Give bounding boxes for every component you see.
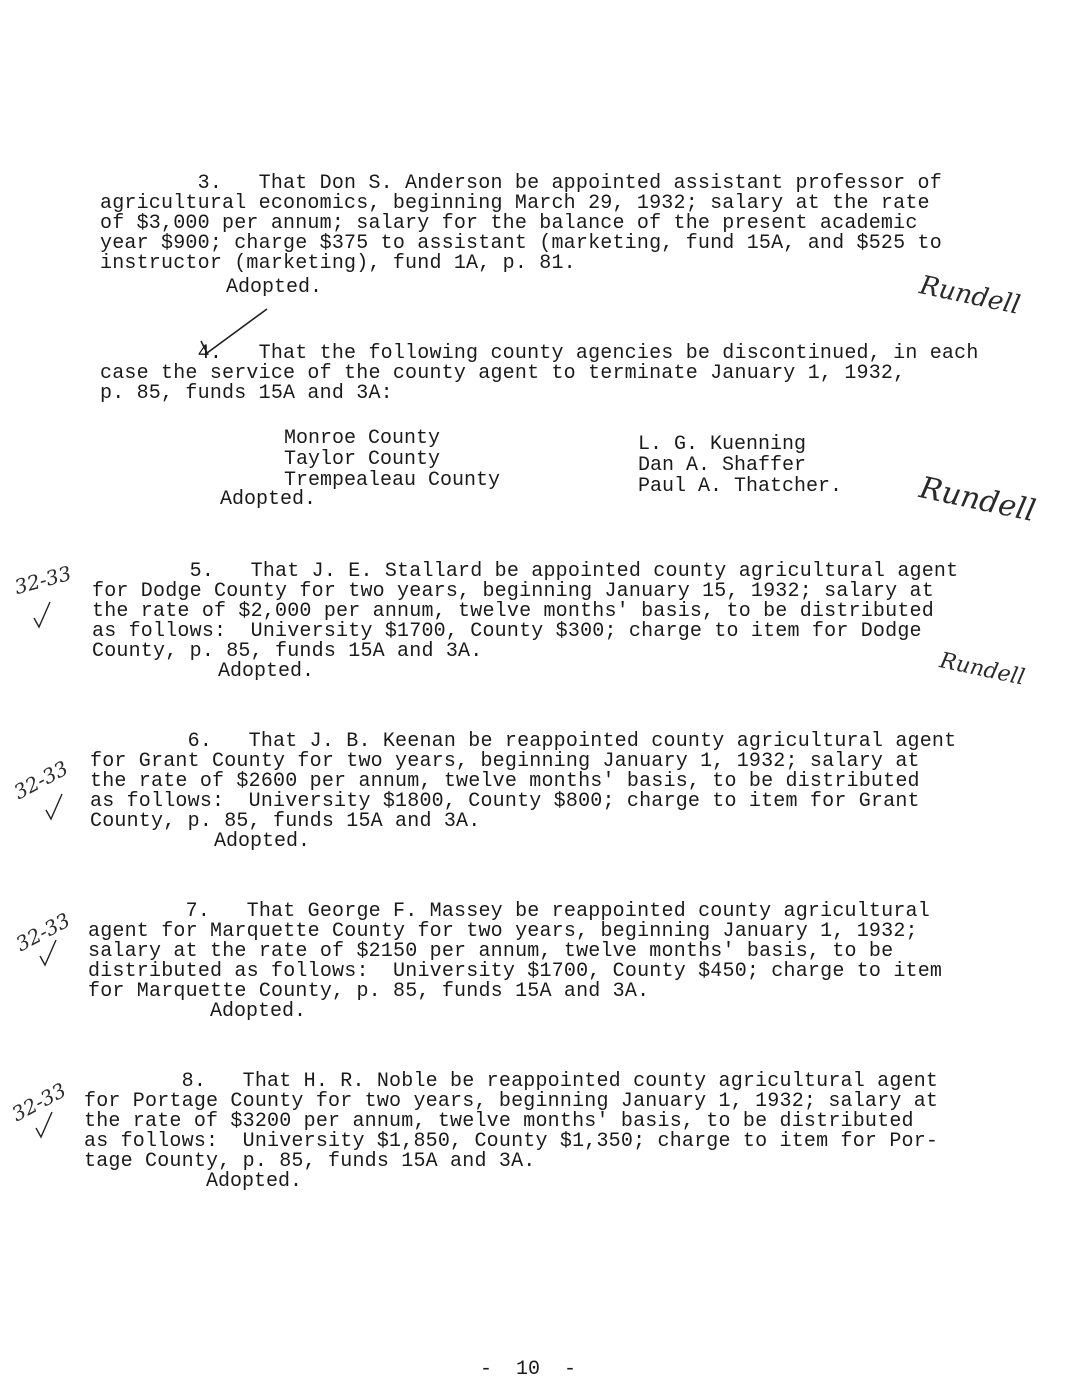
margin-check-icon xyxy=(44,792,64,822)
item-6-line-2: for Grant County for two years, beginning January 1, 1932; salary at xyxy=(90,750,920,773)
item-5-signature: Rundell xyxy=(937,648,1027,691)
agent-list xyxy=(638,434,842,497)
item-8-line-2: for Portage County for two years, beginning January 1, 1932; salary at xyxy=(84,1090,939,1113)
item-6-line-4: as follows: University $1800, County $800; charge to item for Grant xyxy=(90,790,920,813)
item-3-line-3: of $3,000 per annum; salary for the balance of the present academic xyxy=(100,212,918,235)
item-8-line-1: 8. That H. R. Noble be reappointed county agricultural agent xyxy=(84,1070,939,1093)
item-5-line-4: as follows: University $1700, County $300; charge to item for Dodge xyxy=(92,620,922,643)
item-5-margin-note: 32-33 xyxy=(11,560,74,600)
item-4-adopted: Adopted. xyxy=(220,488,317,511)
item-4-line-2: case the service of the county agent to terminate January 1, 1932, xyxy=(100,362,906,385)
item-8-line-3: the rate of $3200 per annum, twelve months' basis, to be distributed xyxy=(84,1110,914,1133)
item-7-line-1: 7. That George F. Massey be reappointed county agricultural xyxy=(88,900,930,923)
page-number: - 10 - xyxy=(480,1358,577,1381)
item-7-line-4: distributed as follows: University $1700, County $450; charge to item xyxy=(88,960,943,983)
item-8-line-4: as follows: University $1,850, County $1,350; charge to item for Por- xyxy=(84,1130,939,1153)
item-7-line-5: for Marquette County, p. 85, funds 15A and 3A. xyxy=(88,980,650,1003)
item-3-signature: Rundell xyxy=(916,270,1023,321)
item-7-line-2: agent for Marquette County for two years, beginning January 1, 1932; xyxy=(88,920,918,943)
item-3-adopted: Adopted. xyxy=(226,276,323,299)
item-6-line-1: 6. That J. B. Keenan be reappointed county agricultural agent xyxy=(90,730,957,753)
item-3-line-2: agricultural economics, beginning March 29, 1932; salary at the rate xyxy=(100,192,930,215)
item-4-line-3: p. 85, funds 15A and 3A: xyxy=(100,382,393,405)
county-list xyxy=(284,428,500,491)
item-8-adopted: Adopted. xyxy=(206,1170,303,1193)
margin-check-icon xyxy=(32,600,52,630)
county-name: Trempealeau County xyxy=(284,469,501,492)
item-3-line-1: 3. That Don S. Anderson be appointed assistant professor of xyxy=(100,172,942,195)
county-name: Monroe County xyxy=(284,427,441,450)
item-7-margin-note: 32-33 xyxy=(11,907,74,957)
item-5-line-1: 5. That J. E. Stallard be appointed county agricultural agent xyxy=(92,560,959,583)
item-5-line-5: County, p. 85, funds 15A and 3A. xyxy=(92,640,483,663)
item-5-line-2: for Dodge County for two years, beginning January 15, 1932; salary at xyxy=(92,580,934,603)
item-7-line-3: salary at the rate of $2150 per annum, twelve months' basis, to be xyxy=(88,940,894,963)
margin-check-icon xyxy=(34,1110,54,1140)
item-8-line-5: tage County, p. 85, funds 15A and 3A. xyxy=(84,1150,536,1173)
county-name: Taylor County xyxy=(284,448,441,471)
item-6-line-5: County, p. 85, funds 15A and 3A. xyxy=(90,810,481,833)
agent-name: L. G. Kuenning xyxy=(638,433,807,456)
item-4-signature: Rundell xyxy=(916,470,1039,530)
item-4-line-1: 4. That the following county agencies be discontinued, in each xyxy=(100,342,979,365)
item-8-margin-note: 32-33 xyxy=(7,1077,70,1127)
agent-name: Paul A. Thatcher. xyxy=(638,475,843,498)
agent-name: Dan A. Shaffer xyxy=(638,454,807,477)
item-5-line-3: the rate of $2,000 per annum, twelve months' basis, to be distributed xyxy=(92,600,934,623)
item-6-margin-note: 32-33 xyxy=(9,755,72,805)
item-5-adopted: Adopted. xyxy=(218,660,315,683)
item-6-adopted: Adopted. xyxy=(214,830,311,853)
item-3-line-5: instructor (marketing), fund 1A, p. 81. xyxy=(100,252,576,275)
item-7-adopted: Adopted. xyxy=(210,1000,307,1023)
item-3-line-4: year $900; charge $375 to assistant (marketing, fund 15A, and $525 to xyxy=(100,232,942,255)
margin-check-icon xyxy=(38,938,58,968)
item-6-line-3: the rate of $2600 per annum, twelve months' basis, to be distributed xyxy=(90,770,920,793)
